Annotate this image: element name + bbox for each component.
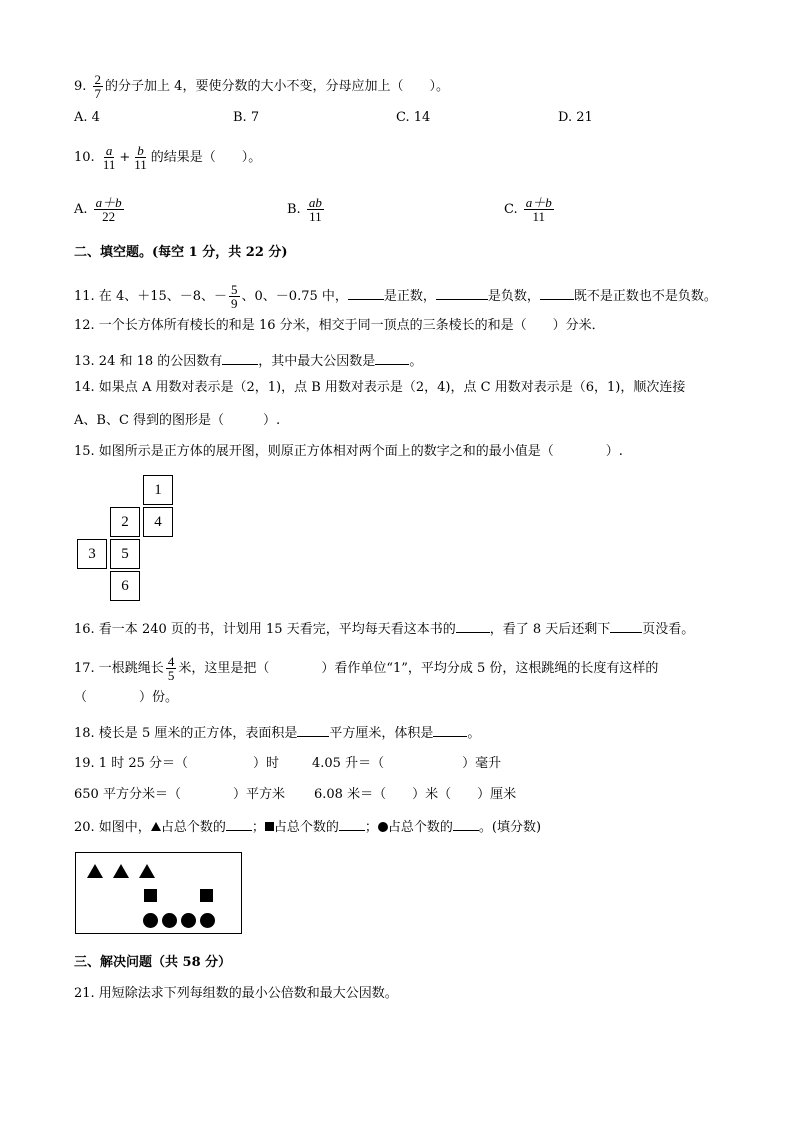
q13-text-3: 。 bbox=[409, 354, 423, 369]
q11-blank-2[interactable] bbox=[436, 287, 488, 300]
q13-blank-2[interactable] bbox=[375, 352, 409, 365]
q16-line bbox=[74, 620, 694, 638]
q10-f1-num: a bbox=[105, 143, 113, 158]
q20-line bbox=[74, 818, 541, 836]
q10-option-c-label: C. bbox=[504, 202, 518, 217]
q10-fraction-1 bbox=[101, 144, 118, 171]
triangle-icon bbox=[139, 864, 155, 878]
circle-icon bbox=[181, 913, 196, 928]
q17-frac-den: 5 bbox=[167, 668, 175, 683]
q20-text-1: 占总个数的 bbox=[160, 820, 226, 835]
square-icon bbox=[200, 889, 213, 902]
circle-icon bbox=[378, 822, 388, 832]
circle-icon bbox=[162, 913, 177, 928]
q20-blank-2[interactable] bbox=[339, 818, 365, 831]
q9-frac-num: 2 bbox=[94, 72, 102, 87]
q16-blank-2[interactable] bbox=[610, 620, 642, 633]
q9-option-c: C. 14 bbox=[396, 110, 431, 125]
q11-fraction bbox=[229, 283, 240, 310]
q13-line bbox=[74, 352, 422, 370]
q10-option-c-fraction bbox=[524, 196, 554, 223]
q10-option-b-num: ab bbox=[308, 195, 322, 210]
q9-fraction bbox=[93, 73, 104, 100]
q11-blank-3[interactable] bbox=[540, 287, 574, 300]
q14-line-2: A、B、C 得到的图形是（ ）. bbox=[74, 413, 281, 428]
q10-option-b-label: B. bbox=[287, 202, 301, 217]
shapes-figure bbox=[75, 852, 242, 934]
q17-line-1 bbox=[74, 655, 658, 682]
triangle-icon bbox=[113, 864, 129, 878]
q17-line-2: （ ）份。 bbox=[74, 690, 179, 705]
q10-option-c-num: a＋b bbox=[525, 195, 552, 210]
q20-text-4: ； bbox=[364, 820, 378, 835]
q18-line bbox=[74, 724, 480, 742]
q17-frac-num: 4 bbox=[167, 654, 175, 669]
q10-plus: + bbox=[119, 150, 131, 165]
q10-option-a-label: A. bbox=[74, 202, 88, 217]
q10-f2-den: 11 bbox=[134, 157, 147, 172]
square-icon bbox=[265, 822, 274, 831]
q9-option-d: D. 21 bbox=[558, 110, 593, 125]
q12-line: 12. 一个长方体所有棱长的和是 16 分米，相交于同一顶点的三条棱长的和是（ ）分米． bbox=[74, 318, 605, 333]
q10-f2-num: b bbox=[137, 143, 144, 158]
q10-fraction-2 bbox=[132, 144, 149, 171]
q20-blank-1[interactable] bbox=[226, 818, 252, 831]
cube-face-1: 1 bbox=[143, 475, 173, 505]
cube-face-3: 3 bbox=[77, 539, 107, 569]
q11-text-2: 是负数， bbox=[487, 289, 540, 304]
q9-line bbox=[74, 73, 449, 100]
q10-f1-den: 11 bbox=[102, 157, 116, 172]
q18-text-1: 18. 棱长是 5 厘米的正方体，表面积是 bbox=[74, 726, 298, 741]
q11-text-1: 是正数， bbox=[383, 289, 436, 304]
q9-option-b: B. 7 bbox=[233, 110, 260, 125]
q19-d: 6.08 米＝（ ）米（ ）厘米 bbox=[314, 787, 517, 802]
q13-text-1: 13. 24 和 18 的公因数有 bbox=[74, 354, 223, 369]
cube-face-5: 5 bbox=[110, 539, 140, 569]
q11-mid: 、0、－0.75 中， bbox=[241, 289, 348, 304]
q19-c: 650 平方分米＝（ ）平方米 bbox=[74, 787, 285, 802]
q18-text-3: 。 bbox=[467, 726, 481, 741]
q18-blank-1[interactable] bbox=[297, 724, 329, 737]
q20-pre: 20. 如图中， bbox=[74, 820, 151, 835]
q19-b: 4.05 升＝（ ）毫升 bbox=[312, 756, 502, 771]
q11-pre: 11. 在 4、＋15、－8、－ bbox=[74, 289, 228, 304]
q10-option-c bbox=[504, 196, 556, 223]
q20-text-2: ； bbox=[251, 820, 265, 835]
q16-text-1: 16. 看一本 240 页的书，计划用 15 天看完，平均每天看这本书的 bbox=[74, 622, 456, 637]
q20-text-5: 占总个数的 bbox=[387, 820, 453, 835]
section3-title: 三、解决问题（共 58 分） bbox=[74, 955, 232, 970]
q10-number: 10. bbox=[74, 150, 95, 165]
q20-blank-3[interactable] bbox=[453, 818, 479, 831]
cube-face-6: 6 bbox=[110, 571, 140, 601]
q9-number: 9. bbox=[74, 79, 87, 94]
q10-option-b-fraction bbox=[307, 196, 324, 223]
q11-blank-1[interactable] bbox=[348, 287, 384, 300]
q11-line bbox=[74, 283, 717, 310]
q10-line bbox=[74, 144, 261, 171]
circle-icon bbox=[143, 913, 158, 928]
q17-fraction bbox=[166, 655, 177, 682]
triangle-icon bbox=[87, 864, 103, 878]
q16-text-3: 页没看。 bbox=[642, 622, 695, 637]
q21-line: 21. 用短除法求下列每组数的最小公倍数和最大公因数。 bbox=[74, 986, 398, 1001]
q13-blank-1[interactable] bbox=[222, 352, 258, 365]
circle-icon bbox=[200, 913, 215, 928]
q10-option-c-den: 11 bbox=[532, 209, 546, 224]
q10-option-b bbox=[287, 196, 326, 223]
q10-option-a bbox=[74, 196, 126, 223]
triangle-icon bbox=[151, 822, 161, 831]
q20-text-3: 占总个数的 bbox=[273, 820, 339, 835]
q10-text: 的结果是（ ）。 bbox=[150, 150, 262, 165]
q15-line: 15. 如图所示是正方体的展开图，则原正方体相对两个面上的数字之和的最小值是（ ）. bbox=[74, 444, 623, 459]
q10-option-a-fraction bbox=[94, 196, 124, 223]
q16-blank-1[interactable] bbox=[456, 620, 490, 633]
q16-text-2: ，看了 8 天后还剩下 bbox=[489, 622, 611, 637]
q9-option-a: A. 4 bbox=[74, 110, 100, 125]
q19-a: 19. 1 时 25 分＝（ ）时 bbox=[74, 756, 280, 771]
section2-title: 二、填空题。(每空 1 分，共 22 分) bbox=[74, 245, 288, 260]
q11-text-3: 既不是正数也不是负数。 bbox=[573, 289, 717, 304]
q17-pre: 17. 一根跳绳长 bbox=[74, 661, 164, 676]
q10-option-b-den: 11 bbox=[309, 209, 322, 224]
q14-line-1: 14. 如果点 A 用数对表示是（2，1)，点 B 用数对表示是（2，4)，点 C 用数对表示是（6，1)，顺次连接 bbox=[74, 380, 686, 395]
q13-text-2: ，其中最大公因数是 bbox=[258, 354, 376, 369]
q9-frac-den: 7 bbox=[94, 86, 102, 101]
q10-option-a-den: 22 bbox=[102, 209, 116, 224]
q17-post: 米，这里是把（ ）看作单位“1”，平均分成 5 份，这根跳绳的长度有这样的 bbox=[178, 661, 659, 676]
q20-text-6: 。(填分数) bbox=[478, 820, 542, 835]
q9-text: 的分子加上 4，要使分数的大小不变，分母应加上（ ）。 bbox=[105, 79, 449, 94]
cube-face-2: 2 bbox=[110, 507, 140, 537]
q10-option-a-num: a＋b bbox=[95, 195, 122, 210]
q18-blank-2[interactable] bbox=[433, 724, 467, 737]
q18-text-2: 平方厘米，体积是 bbox=[329, 726, 434, 741]
q11-frac-num: 5 bbox=[231, 282, 238, 297]
q11-frac-den: 9 bbox=[231, 296, 238, 311]
square-icon bbox=[144, 889, 157, 902]
cube-face-4: 4 bbox=[143, 507, 173, 537]
